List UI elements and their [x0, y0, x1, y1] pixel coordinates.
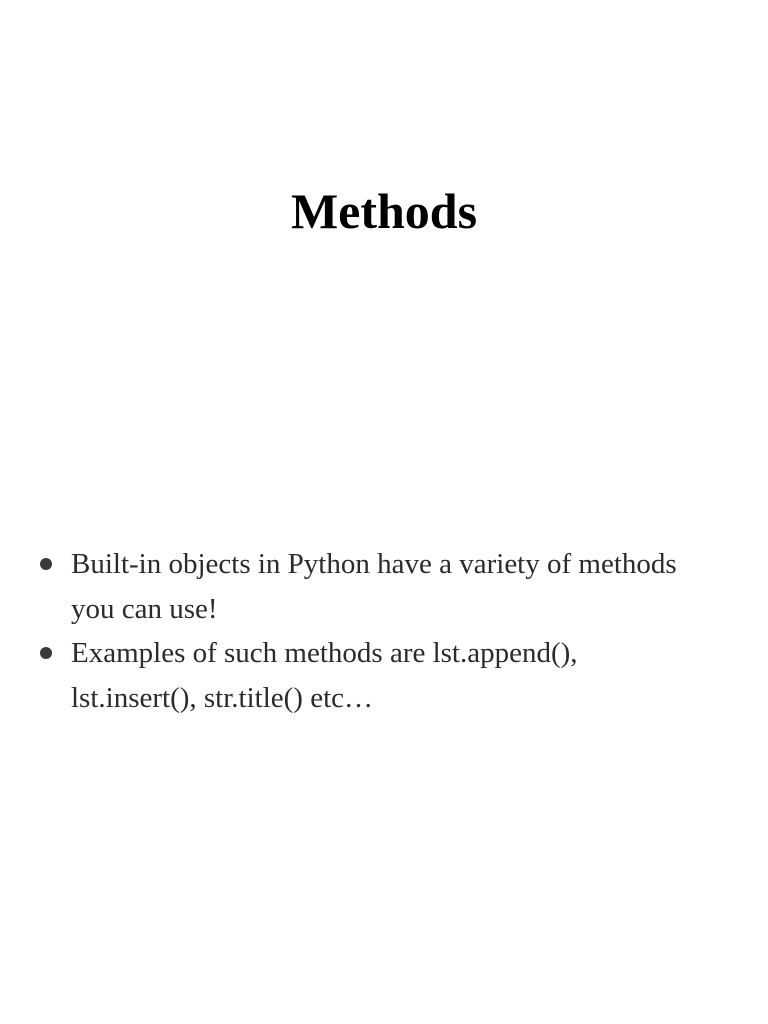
bullet-list: [40, 542, 680, 720]
bullet-text: Examples of such methods are lst.append(), lst.insert(), str.title() etc…: [71, 637, 578, 714]
bullet-text: Built-in objects in Python have a variety of methods you can use!: [71, 548, 677, 625]
bullet-item: [40, 631, 680, 720]
bullet-dot-icon: [40, 558, 52, 570]
bullet-dot-icon: [40, 647, 52, 659]
bullet-item: [40, 542, 680, 631]
slide-title: Methods: [290, 183, 478, 239]
